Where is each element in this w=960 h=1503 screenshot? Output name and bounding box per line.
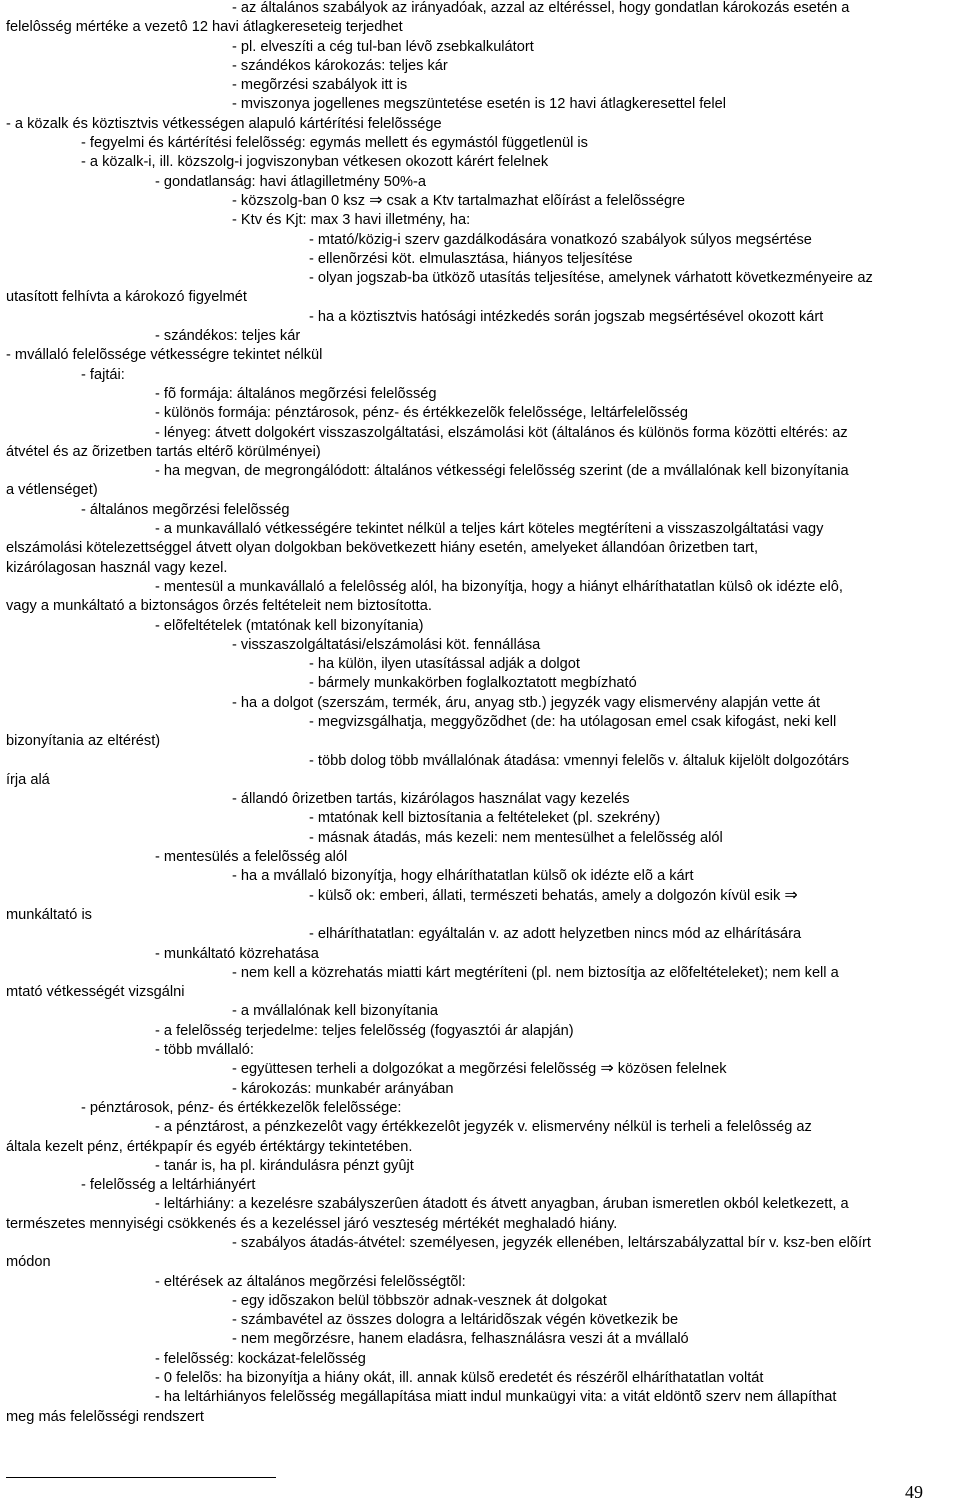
text-segment: - mentesülés a felelõsség alól bbox=[155, 849, 348, 866]
text-segment: - a felelõsség terjedelme: teljes felelõsség (fogyasztói ár alapján) bbox=[155, 1022, 574, 1039]
text-segment: - nem kell a közrehatás miatti kárt megtéríteni (pl. nem biztosítja az elõfeltételeket); nem kell a bbox=[232, 964, 839, 981]
text-line bbox=[6, 1215, 956, 1234]
text-line bbox=[6, 578, 956, 597]
text-line bbox=[6, 1388, 956, 1407]
text-segment: - szándékos károkozás: teljes kár bbox=[232, 57, 448, 74]
text-segment: - 0 felelõs: ha bizonyítja a hiány okát, ill. annak külsõ eredetét és részérõl elháríthatatlan voltát bbox=[155, 1370, 764, 1387]
text-segment: - megõrzési szabályok itt is bbox=[232, 77, 408, 94]
text-line bbox=[6, 1195, 956, 1214]
text-line bbox=[6, 1253, 956, 1272]
text-line bbox=[6, 231, 956, 250]
text-segment: - pl. elveszíti a cég tul-ban lévõ zsebkalkulátort bbox=[232, 38, 534, 55]
text-line bbox=[6, 57, 956, 76]
text-line bbox=[6, 1022, 956, 1041]
text-line bbox=[6, 559, 956, 578]
text-line bbox=[6, 1099, 956, 1118]
text-segment: - másnak átadás, más kezeli: nem mentesülhet a felelõsség alól bbox=[309, 829, 723, 846]
text-line bbox=[6, 76, 956, 95]
text-line bbox=[6, 1176, 956, 1195]
text-line bbox=[6, 1118, 956, 1137]
text-line bbox=[6, 887, 956, 906]
text-segment: - szándékos: teljes kár bbox=[155, 328, 301, 345]
text-segment: - a közalk és köztisztvis vétkességen alapuló kártérítési felelõssége bbox=[6, 115, 442, 132]
text-segment: - gondatlanság: havi átlagilletmény 50%-a bbox=[155, 173, 426, 190]
text-segment: - mtató/közig-i szerv gazdálkodására vonatkozó szabályok súlyos megsértése bbox=[309, 231, 812, 248]
text-segment: kizárólagosan használ vagy kezel. bbox=[6, 559, 228, 576]
text-line bbox=[6, 269, 956, 288]
text-segment: utasított felhívta a károkozó figyelmét bbox=[6, 289, 247, 306]
text-segment: átvétel és az õrizetben tartás eltérõ körülményei) bbox=[6, 443, 321, 460]
text-line bbox=[6, 906, 956, 925]
text-segment: - bármely munkakörben foglalkoztatott megbízható bbox=[309, 675, 637, 692]
text-line bbox=[6, 424, 956, 443]
text-line bbox=[6, 1311, 956, 1330]
text-segment: meg más felelõsségi rendszert bbox=[6, 1408, 204, 1425]
text-segment: - olyan jogszab-ba ütközõ utasítás teljesítése, amelynek várhatott következményeire az bbox=[309, 270, 873, 287]
text-segment: - ha megvan, de megrongálódott: általános vétkességi felelõsség szerint (de a mvállalónak kell bizonyítania bbox=[155, 463, 849, 480]
text-line bbox=[6, 1350, 956, 1369]
text-line bbox=[6, 925, 956, 944]
implies-arrow-icon: ⇒ bbox=[600, 1060, 614, 1078]
text-line bbox=[6, 1273, 956, 1292]
text-line bbox=[6, 617, 956, 636]
text-segment: - a mvállalónak kell bizonyítania bbox=[232, 1003, 439, 1020]
text-segment: csak a Ktv tartalmazhat elõírást a felelõsségre bbox=[382, 192, 686, 209]
text-segment: - számbavétel az összes dologra a leltáridõszak végén következik be bbox=[232, 1312, 679, 1329]
text-line bbox=[6, 1080, 956, 1099]
text-line bbox=[6, 192, 956, 211]
text-segment: - ellenõrzési köt. elmulasztása, hiányos teljesítése bbox=[309, 250, 633, 267]
text-line bbox=[6, 481, 956, 500]
text-line bbox=[6, 655, 956, 674]
text-line bbox=[6, 713, 956, 732]
text-line bbox=[6, 327, 956, 346]
text-line bbox=[6, 809, 956, 828]
text-line bbox=[6, 1060, 956, 1079]
text-segment: - nem megõrzésre, hanem eladásra, felhasználásra veszi át a mvállaló bbox=[232, 1331, 689, 1348]
text-segment: bizonyítania az eltérést) bbox=[6, 733, 161, 750]
document-body bbox=[6, 0, 956, 1427]
text-line bbox=[6, 385, 956, 404]
text-segment: - a munkavállaló vétkességére tekintet nélkül a teljes kárt köteles megtéríteni a visszaszolgáltatási vagy bbox=[155, 521, 824, 538]
text-line bbox=[6, 1369, 956, 1388]
text-line bbox=[6, 501, 956, 520]
text-line bbox=[6, 366, 956, 385]
text-line bbox=[6, 848, 956, 867]
text-segment: közösen felelnek bbox=[613, 1061, 727, 1078]
text-line bbox=[6, 462, 956, 481]
text-segment: - visszaszolgáltatási/elszámolási köt. fennállása bbox=[232, 636, 541, 653]
text-segment: - felelõsség a leltárhiányért bbox=[81, 1177, 256, 1194]
text-line bbox=[6, 288, 956, 307]
text-segment: mtató vétkességét vizsgálni bbox=[6, 984, 185, 1001]
text-line bbox=[6, 308, 956, 327]
text-segment: - megvizsgálhatja, meggyõzõdhet (de: ha utólagosan emel csak kifogást, neki kell bbox=[309, 713, 837, 730]
text-line bbox=[6, 173, 956, 192]
text-segment: vagy a munkáltató a biztonságos ôrzés feltételeit nem biztosította. bbox=[6, 598, 432, 615]
text-line bbox=[6, 443, 956, 462]
text-segment: - egy idõszakon belül többször adnak-vesznek át dolgokat bbox=[232, 1292, 607, 1309]
text-segment: - különös formája: pénztárosok, pénz- és értékkezelõk felelõssége, leltárfelelõsség bbox=[155, 405, 688, 422]
footnote-rule bbox=[6, 1477, 276, 1478]
text-segment: - mvállaló felelõssége vétkességre tekintet nélkül bbox=[6, 347, 323, 364]
text-segment: - ha a köztisztvis hatósági intézkedés során jogszab megsértésével okozott kárt bbox=[309, 308, 824, 325]
text-line bbox=[6, 771, 956, 790]
text-line bbox=[6, 539, 956, 558]
text-segment: - külsõ ok: emberi, állati, természeti behatás, amely a dolgozón kívül esik bbox=[309, 887, 785, 904]
text-segment: - a pénztárost, a pénzkezelôt vagy értékkezelôt jegyzék v. elismervény nélkül is terheli a felelôsség az bbox=[155, 1119, 812, 1136]
text-line bbox=[6, 346, 956, 365]
text-line bbox=[6, 1292, 956, 1311]
text-segment: - tanár is, ha pl. kirándulásra pénzt gyûjt bbox=[155, 1157, 414, 1174]
text-segment: - ha a dolgot (szerszám, termék, áru, anyag stb.) jegyzék vagy elismervény alapján vette át bbox=[232, 694, 821, 711]
text-line bbox=[6, 1138, 956, 1157]
text-line bbox=[6, 829, 956, 848]
text-line bbox=[6, 95, 956, 114]
text-segment: - általános megõrzési felelõsség bbox=[81, 501, 290, 518]
text-line bbox=[6, 674, 956, 693]
text-line bbox=[6, 964, 956, 983]
text-segment: - több dolog több mvállalónak átadása: vmennyi felelõs v. általuk kijelölt dolgozótárs bbox=[309, 752, 850, 769]
text-segment: - károkozás: munkabér arányában bbox=[232, 1080, 454, 1097]
page-number: 49 bbox=[905, 1482, 923, 1502]
implies-arrow-icon: ⇒ bbox=[369, 191, 383, 209]
text-line bbox=[6, 636, 956, 655]
text-segment: írja alá bbox=[6, 771, 50, 788]
implies-arrow-icon: ⇒ bbox=[784, 886, 798, 904]
text-segment: módon bbox=[6, 1254, 51, 1271]
text-segment: - több mvállaló: bbox=[155, 1042, 254, 1059]
text-line bbox=[6, 694, 956, 713]
text-segment: - együttesen terheli a dolgozókat a megõrzési felelõsség bbox=[232, 1061, 601, 1078]
text-segment: felelôsség mértéke a vezetô 12 havi átlagkereseteig terjedhet bbox=[6, 19, 403, 36]
text-segment: - felelõsség: kockázat-felelõsség bbox=[155, 1350, 366, 1367]
text-segment: - a közalk-i, ill. közszolg-i jogviszonyban vétkesen okozott kárért felelnek bbox=[81, 154, 549, 171]
text-line bbox=[6, 1002, 956, 1021]
text-line bbox=[6, 1041, 956, 1060]
text-segment: - leltárhiány: a kezelésre szabályszerûen átadott és átvett anyagban, áruban ismeretlen okból keletkezett, a bbox=[155, 1196, 849, 1213]
text-segment: - fajtái: bbox=[81, 366, 125, 383]
text-segment: - ha a mvállaló bizonyítja, hogy elháríthatatlan külsõ ok idézte elõ a kárt bbox=[232, 868, 694, 885]
text-line bbox=[6, 1234, 956, 1253]
text-segment: általa kezelt pénz, értékpapír és egyéb értéktárgy tekintetében. bbox=[6, 1138, 413, 1155]
text-line bbox=[6, 752, 956, 771]
text-line bbox=[6, 153, 956, 172]
text-segment: elszámolási kötelezettséggel átvett olyan dolgokban bekövetkezett hiány esetén, amelyeket állandóan ôrizetben tart, bbox=[6, 540, 759, 557]
text-line bbox=[6, 115, 956, 134]
text-line bbox=[6, 134, 956, 153]
text-segment: munkáltató is bbox=[6, 906, 92, 923]
text-line bbox=[6, 1408, 956, 1427]
text-line bbox=[6, 790, 956, 809]
text-line bbox=[6, 18, 956, 37]
text-line bbox=[6, 38, 956, 57]
text-line bbox=[6, 1157, 956, 1176]
text-line bbox=[6, 211, 956, 230]
text-line bbox=[6, 1330, 956, 1349]
text-segment: - szabályos átadás-átvétel: személyesen, jegyzék ellenében, leltárszabályzattal bír v. ksz-ben elõírt bbox=[232, 1235, 871, 1251]
text-line bbox=[6, 945, 956, 964]
text-segment: - állandó ôrizetben tartás, kizárólagos használat vagy kezelés bbox=[232, 791, 630, 808]
text-line bbox=[6, 983, 956, 1002]
text-segment: - elháríthatatlan: egyáltalán v. az adott helyzetben nincs mód az elhárítására bbox=[309, 926, 802, 943]
text-segment: - pénztárosok, pénz- és értékkezelõk felelõssége: bbox=[81, 1099, 402, 1116]
text-line bbox=[6, 520, 956, 539]
text-segment: - ha külön, ilyen utasítással adják a dolgot bbox=[309, 656, 580, 673]
text-segment: - közszolg-ban 0 ksz bbox=[232, 192, 370, 209]
text-segment: - Ktv és Kjt: max 3 havi illetmény, ha: bbox=[232, 212, 471, 229]
text-segment: - munkáltató közrehatása bbox=[155, 945, 319, 962]
text-segment: - az általános szabályok az irányadóak, azzal az eltéréssel, hogy gondatlan károkozás esetén a bbox=[232, 0, 850, 16]
text-segment: - elõfeltételek (mtatónak kell bizonyítania) bbox=[155, 617, 424, 634]
text-line bbox=[6, 597, 956, 616]
text-segment: természetes mennyiségi csökkenés és a kezeléssel járó veszteség mértékét meghaladó hiány. bbox=[6, 1215, 618, 1232]
text-segment: - eltérések az általános megõrzési felelõsségtõl: bbox=[155, 1273, 466, 1290]
text-segment: - mentesül a munkavállaló a felelôsség alól, ha bizonyítja, hogy a hiányt elháríthatatlan külsô ok idézte elô, bbox=[155, 578, 843, 595]
text-segment: - mviszonya jogellenes megszüntetése esetén is 12 havi átlagkeresettel felel bbox=[232, 96, 727, 113]
text-segment: a vétlenséget) bbox=[6, 482, 98, 499]
text-line bbox=[6, 250, 956, 269]
text-segment: - fõ formája: általános megõrzési felelõsség bbox=[155, 385, 437, 402]
text-segment: - fegyelmi és kártérítési felelõsség: egymás mellett és egymástól függetlenül is bbox=[81, 135, 588, 152]
text-line bbox=[6, 732, 956, 751]
text-segment: - ha leltárhiányos felelõsség megállapítása miatt indul munkaügyi vita: a vitát eldöntõ szerv nem állapíthat bbox=[155, 1389, 837, 1406]
text-segment: - mtatónak kell biztosítania a feltételeket (pl. szekrény) bbox=[309, 810, 661, 827]
text-line bbox=[6, 0, 956, 18]
text-line bbox=[6, 404, 956, 423]
text-segment: - lényeg: átvett dolgokért visszaszolgáltatási, elszámolási köt (általános és különös forma közötti eltérés: az bbox=[155, 424, 848, 441]
text-line bbox=[6, 867, 956, 886]
